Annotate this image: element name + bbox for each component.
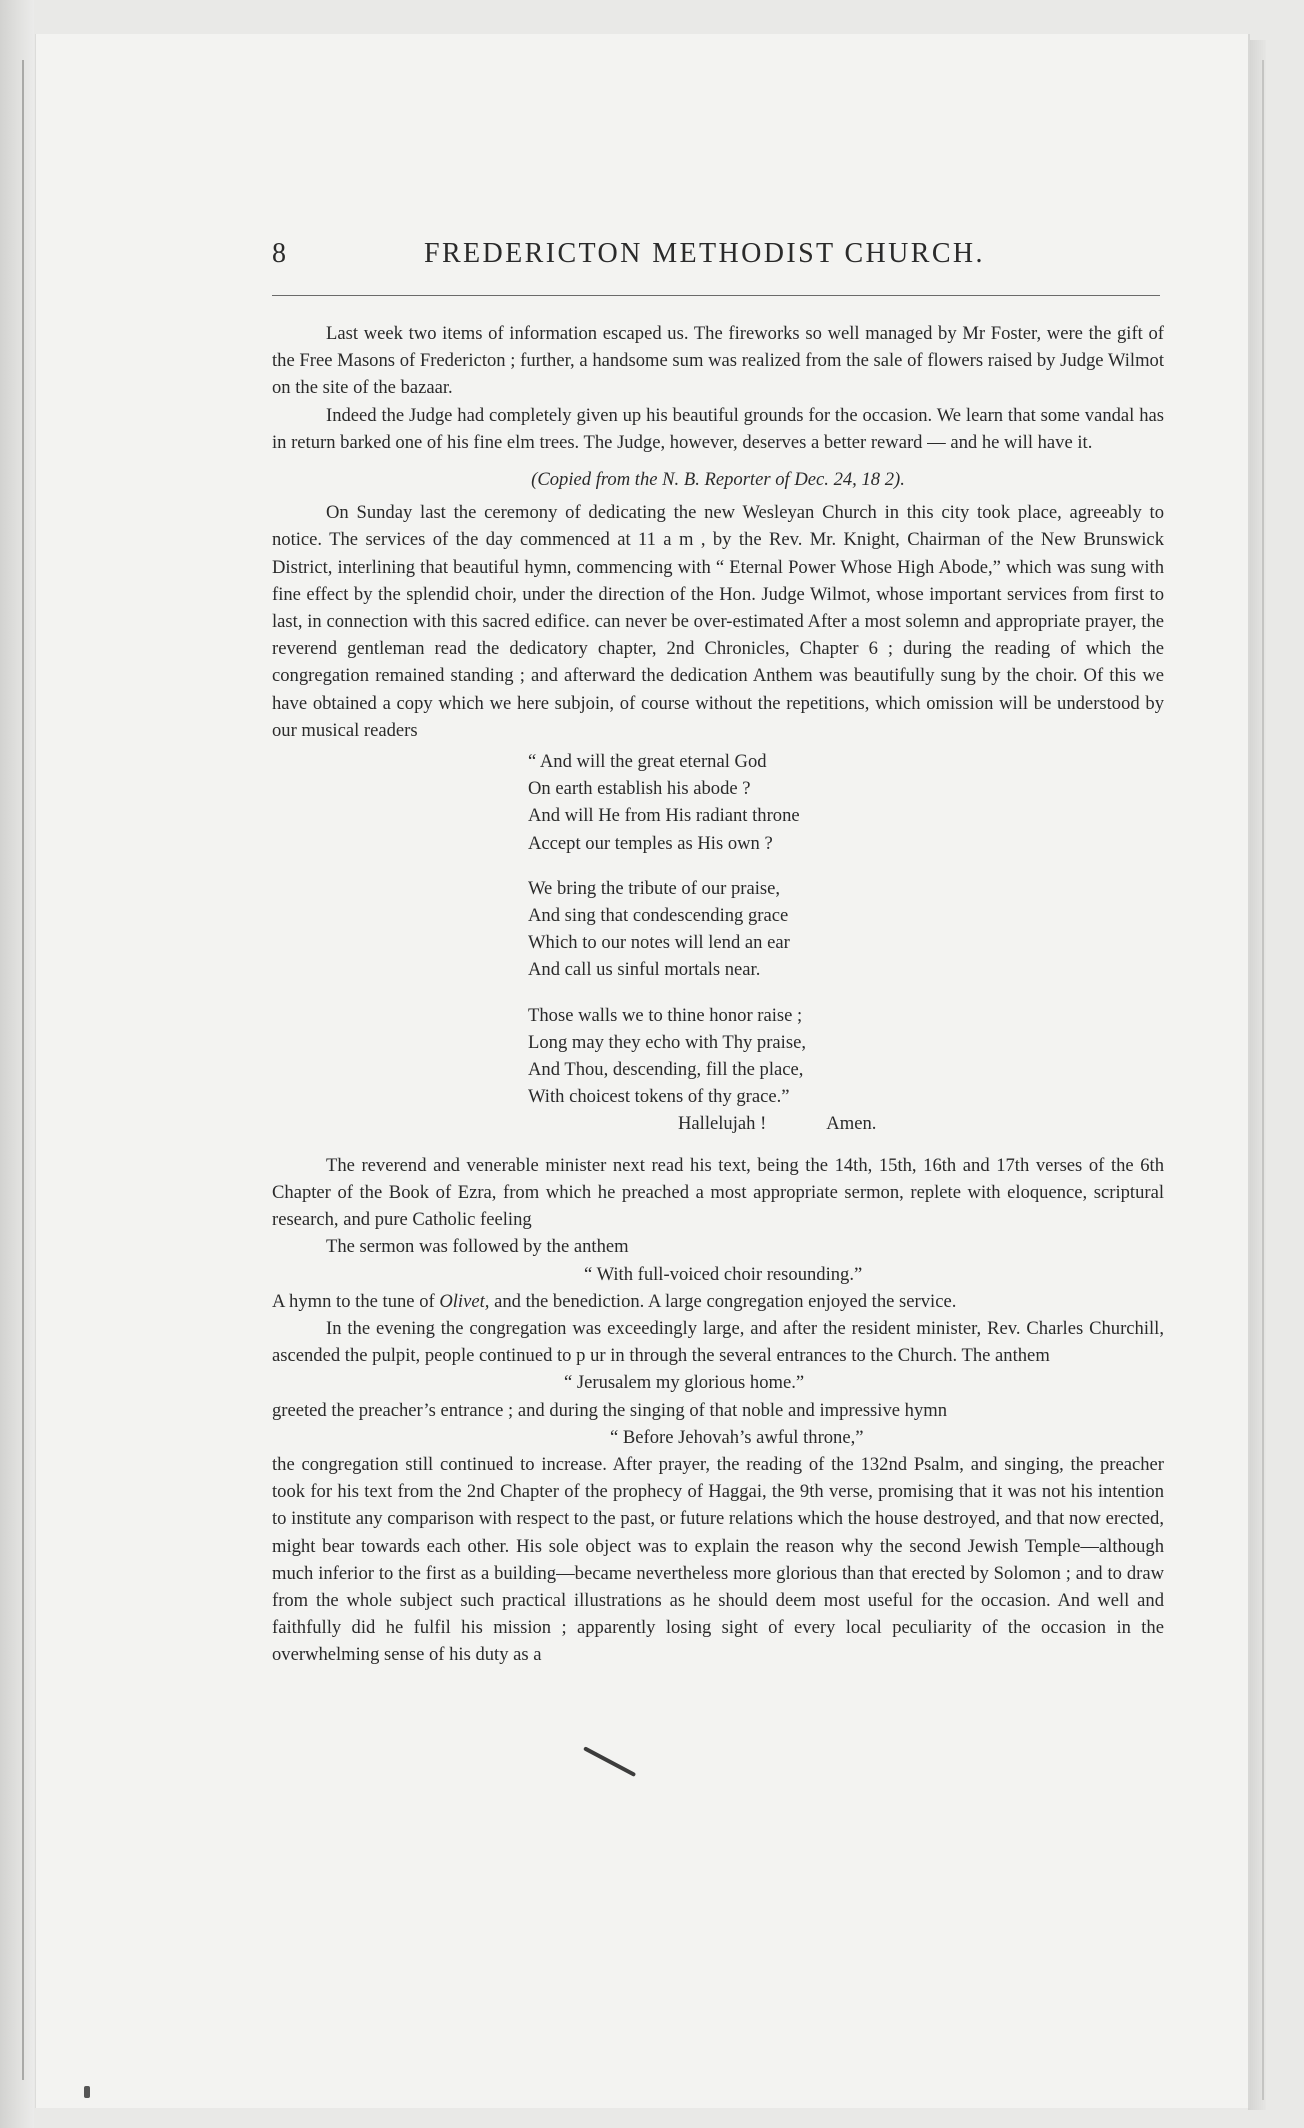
- amen-text: Amen.: [826, 1113, 877, 1135]
- verse-line: On earth establish his abode ?: [528, 778, 751, 800]
- page-number: 8: [272, 238, 287, 269]
- hallelujah-text: Hallelujah !: [678, 1113, 767, 1135]
- verse-line: And sing that condescending grace: [528, 905, 789, 927]
- verse-line: “ And will the great eternal God: [528, 751, 767, 773]
- anthem-title-2: “ Jerusalem my glorious home.”: [564, 1372, 805, 1394]
- paragraph-haggai: the congregation still continued to increase. After prayer, the reading of the 132nd Psalm, and singing, the preacher took for his text from the 2nd Chapter of the prophecy of Haggai, the 9th verse, promising that it was not his intention to institute any comparison with respect to the past, or future relations which the house destroyed, and that now erected, might bear towards each other. His sole object was to explain the reason why the second Jewish Temple—although much inferior to the first as a building—became nevertheless more glorious than that erected by Solomon ; and to draw from the whole subject such practical illustrations as he should deem most useful for the occasion. And well and faithfully did he fulfil his mission ; apparently losing sight of every local peculiarity of the occasion in the overwhelming sense of his duty as a: [272, 1453, 1164, 1666]
- stanza-3: [528, 1002, 1164, 1111]
- verse-line: Which to our notes will lend an ear: [528, 932, 790, 954]
- header-rule: [272, 295, 1160, 296]
- verse-line: Those walls we to thine honor raise ;: [528, 1004, 803, 1026]
- anthem-title-1: “ With full-voiced choir resounding.”: [584, 1263, 863, 1285]
- hymn-tune: Olivet,: [439, 1290, 490, 1312]
- hallelujah-line: [678, 1110, 1164, 1137]
- scan-edge: [0, 0, 34, 2128]
- paragraph-benediction: [272, 1288, 1164, 1315]
- anthem-verse: [528, 748, 1164, 1138]
- stanza-1: [528, 748, 1164, 857]
- stanza-2: [528, 875, 1164, 984]
- verse-line: We bring the tribute of our praise,: [528, 877, 781, 899]
- hymn-prefix: A hymn to the tune of: [272, 1290, 440, 1312]
- scan-speck: [84, 2086, 90, 2098]
- verse-line: Long may they echo with Thy praise,: [528, 1031, 806, 1053]
- page-edge-line: [1262, 60, 1264, 2100]
- verse-line: And call us sinful mortals near.: [528, 959, 761, 981]
- verse-line: And will He from His radiant throne: [528, 805, 800, 827]
- hymn-suffix: and the benediction. A large congregation enjoyed the service.: [489, 1290, 957, 1312]
- paragraph-entrance: greeted the preacher’s entrance ; and during the singing of that noble and impressive hymn: [272, 1399, 948, 1421]
- paragraph-sermon: The reverend and venerable minister next read his text, being the 14th, 15th, 16th and 17th verses of the 6th Chapter of the Book of Ezra, from which he preached a most appropriate sermon, replete with eloquence, scriptural research, and pure Catholic feeling: [272, 1154, 1164, 1231]
- source-citation: (Copied from the N. B. Reporter of Dec. 24, 18 2).: [531, 469, 905, 491]
- paragraph-judge-grounds: Indeed the Judge had completely given up his beautiful grounds for the occasion. We learn that some vandal has in return barked one of his fine elm trees. The Judge, however, deserves a better reward — and he will have it.: [272, 404, 1164, 453]
- article-body: [272, 320, 1164, 1669]
- verse-line: With choicest tokens of thy grace.”: [528, 1086, 790, 1108]
- anthem-title-3: “ Before Jehovah’s awful throne,”: [610, 1426, 864, 1448]
- paragraph-dedication: On Sunday last the ceremony of dedicating the new Wesleyan Church in this city took place, agreeably to notice. The services of the day commenced at 11 a m , by the Rev. Mr. Knight, Chairman of the New Brunswick District, interlining that beautiful hymn, commencing with “ Eternal Power Whose High Abode,” which was sung with fine effect by the splendid choir, under the direction of the Hon. Judge Wilmot, whose important services from first to last, in connection with this sacred edifice. can never be over-estimated After a most solemn and appropriate prayer, the reverend gentleman read the dedicatory chapter, 2nd Chronicles, Chapter 6 ; during the reading of which the congregation remained standing ; and afterward the dedication Anthem was beautifully sung by the choir. Of this we have obtained a copy which we here subjoin, of course without the repetitions, which omission will be understood by our musical readers: [272, 502, 1164, 741]
- scan-margin-line: [22, 60, 24, 2080]
- paragraph-anthem-intro: The sermon was followed by the anthem: [326, 1236, 629, 1258]
- page-header: [272, 238, 1172, 278]
- verse-line: Accept our temples as His own ?: [528, 832, 773, 854]
- paragraph-fireworks: Last week two items of information escaped us. The fireworks so well managed by Mr Foster, were the gift of the Free Masons of Fredericton ; further, a handsome sum was realized from the sale of flowers raised by Judge Wilmot on the site of the bazaar.: [272, 323, 1164, 399]
- running-title: FREDERICTON METHODIST CHURCH.: [424, 238, 985, 269]
- paragraph-evening: In the evening the congregation was exceedingly large, and after the resident minister, Rev. Charles Churchill, ascended the pulpit, people continued to p ur in through the several entrances to the Church. The anthem: [272, 1317, 1164, 1367]
- verse-line: And Thou, descending, fill the place,: [528, 1059, 804, 1081]
